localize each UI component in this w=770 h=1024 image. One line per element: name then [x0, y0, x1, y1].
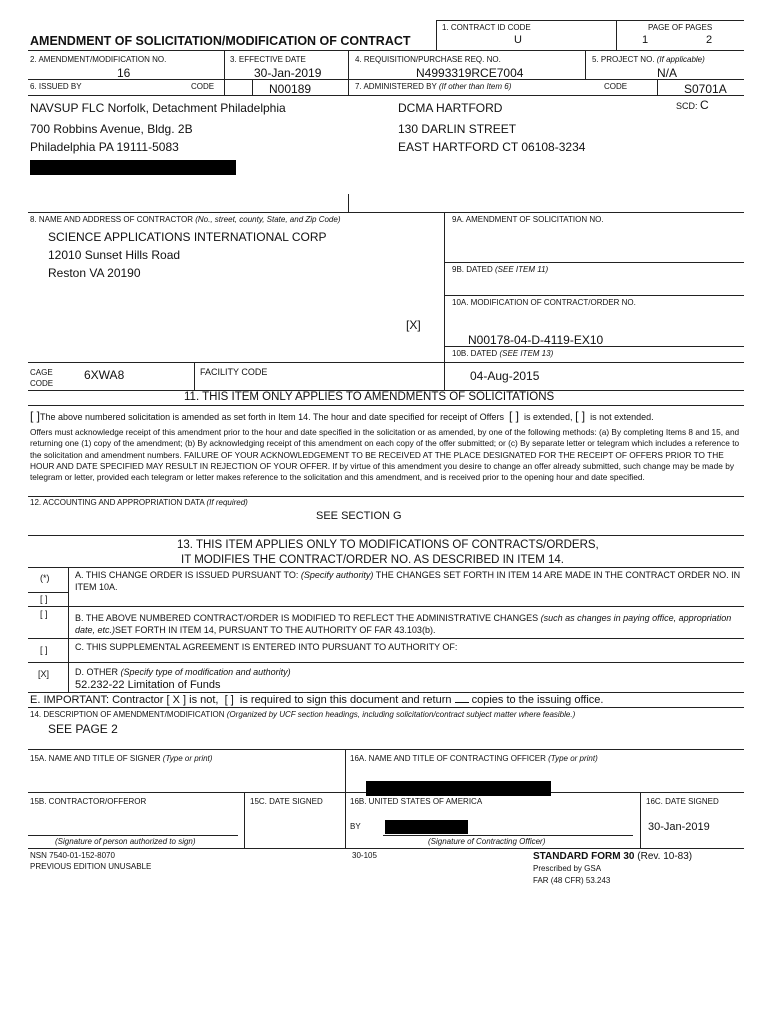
contract-id-label: 1. CONTRACT ID CODE: [442, 23, 531, 32]
rule-19: [28, 848, 744, 849]
item10a-value: N00178-04-D-4119-EX10: [468, 333, 604, 347]
sign15c-label: 15C. DATE SIGNED: [250, 797, 323, 806]
vrule-14: [640, 792, 641, 848]
item10a-label: 10A. MODIFICATION OF CONTRACT/ORDER NO.: [452, 298, 636, 307]
admin-code-label: CODE: [604, 82, 628, 91]
vrule-13: [244, 792, 245, 848]
effdate-label: 3. EFFECTIVE DATE: [230, 55, 306, 64]
issued-code: N00189: [269, 82, 312, 96]
rule-3: [28, 95, 744, 96]
form-title: AMENDMENT OF SOLICITATION/MODIFICATION OF CONTRACT: [30, 34, 411, 48]
sig15-line: [28, 835, 238, 836]
issuer-line1: NAVSUP FLC Norfolk, Detachment Philadelphia: [30, 101, 286, 115]
admin-label: 7. ADMINISTERED BY (If other than Item 6): [355, 82, 512, 91]
cage-value: 6XWA8: [84, 368, 125, 382]
vrule-11: [68, 567, 69, 692]
footer-prescribed: Prescribed by GSA: [533, 864, 602, 873]
cage-label: CAGE CODE: [30, 368, 54, 388]
item13-mark-d: [X]: [38, 669, 50, 679]
rule-13: [28, 638, 744, 639]
contractor-label: 8. NAME AND ADDRESS OF CONTRACTOR (No., street, county, State, and Zip Code): [30, 215, 341, 224]
vrule-8: [348, 194, 349, 212]
item13-c-text: C. THIS SUPPLEMENTAL AGREEMENT IS ENTERED INTO PURSUANT TO AUTHORITY OF:: [75, 642, 458, 652]
item13-mark-star: (*): [40, 573, 50, 583]
redaction-officer-name: [366, 781, 551, 796]
rule-10: [28, 567, 744, 568]
item9b-label: 9B. DATED (SEE ITEM 11): [452, 265, 549, 274]
rule-12: [28, 606, 744, 607]
item11-instructions: Offers must acknowledge receipt of this amendment prior to the hour and date specified in the solicitation or as amended, by one of the following methods: (a) By completing Items 8 and 15, and returning one (1) copy of the amendment; (b) By acknowledging receipt of this amendment on each copy of the offer submitted; or (c) By separate letter or telegram which includes a reference to the solicitation and amendment numbers. FAILURE OF YOUR ACKNOWLEDGEMENT TO BE RECEIVED AT THE PLACE DESIGNATED FOR THE RECEIPT OF OFFERS PRIOR TO THE HOUR AND DATE SPECIFIED MAY RESULT IN REJECTION OF YOUR OFFER. If by virtue of this amendment you desire to change an offer already submitted, such change may be made by telegram or letter, provided each telegram or letter makes reference to the solicitation and this amendment, and is received prior to the opening hour and date specified.: [30, 427, 740, 483]
item14-value: SEE PAGE 2: [48, 722, 118, 736]
sign16b-label: 16B. UNITED STATES OF AMERICA: [350, 797, 483, 806]
rule-16: [28, 707, 744, 708]
vrule-9: [444, 212, 445, 390]
admin-line2: 130 DARLIN STREET: [398, 122, 517, 136]
footer-code: 30-105: [352, 851, 377, 860]
contractor-line2: 12010 Sunset Hills Road: [48, 248, 181, 262]
rule-9a: [444, 262, 744, 263]
footer-sf: STANDARD FORM 30 (Rev. 10-83): [533, 851, 693, 862]
req-label: 4. REQUISITION/PURCHASE REQ. NO.: [355, 55, 501, 64]
rule-14: [28, 662, 744, 663]
sign15b-label: 15B. CONTRACTOR/OFFEROR: [30, 797, 147, 806]
scd-label: SCD: C: [676, 98, 709, 112]
item13-title1: 13. THIS ITEM APPLIES ONLY TO MODIFICATIONS OF CONTRACTS/ORDERS,: [177, 539, 599, 551]
vrule-4: [348, 50, 349, 95]
item14-label: 14. DESCRIPTION OF AMENDMENT/MODIFICATION (Organized by UCF section headings, including solicitation/contract subject matter where feasible.): [30, 710, 576, 719]
footer-far: FAR (48 CFR) 53.243: [533, 876, 611, 885]
contractor-line3: Reston VA 20190: [48, 266, 141, 280]
item13-a-line2: ITEM 10A.: [75, 582, 118, 592]
proj-label: 5. PROJECT NO. (If applicable): [592, 55, 705, 64]
item13-a-line1: A. THIS CHANGE ORDER IS ISSUED PURSUANT TO: (Specify authority) THE CHANGES SET FORTH IN ITEM 14 ARE MADE IN THE CONTRACT ORDER NO. IN: [75, 570, 741, 580]
sig16-line: [383, 835, 633, 836]
contractor-line1: SCIENCE APPLICATIONS INTERNATIONAL CORP: [48, 230, 327, 244]
admin-code: S0701A: [684, 82, 727, 96]
admin-line1: DCMA HARTFORD: [398, 101, 503, 115]
item13-title2: IT MODIFIES THE CONTRACT/ORDER NO. AS DESCRIBED IN ITEM 14.: [181, 554, 564, 566]
amend-value: 16: [117, 66, 131, 80]
vrule-10: [194, 362, 195, 390]
item9a-label: 9A. AMENDMENT OF SOLICITATION NO.: [452, 215, 604, 224]
redaction-signature: [385, 820, 468, 834]
rule-11: [28, 592, 68, 593]
important-line: E. IMPORTANT: Contractor [ X ] is not, [ ] is required to sign this document and return copies to the issuing office.: [30, 694, 604, 706]
item13-d-text: D. OTHER (Specify type of modification and authority): [75, 667, 291, 677]
proj-value: N/A: [657, 66, 678, 80]
pages-value: 2: [706, 34, 713, 46]
sig15-caption: (Signature of person authorized to sign): [55, 837, 196, 846]
item13-mark-c: [ ]: [40, 645, 48, 655]
amend-label: 2. AMENDMENT/MODIFICATION NO.: [30, 55, 167, 64]
item13-d-value: 52.232-22 Limitation of Funds: [75, 679, 221, 691]
item11-title: 11. THIS ITEM ONLY APPLIES TO AMENDMENTS OF SOLICITATIONS: [184, 391, 555, 403]
rule-8: [28, 496, 744, 497]
vrule-5: [585, 50, 586, 79]
rule-top-right: [436, 20, 744, 21]
vrule-3: [224, 50, 225, 95]
item10b-label: 10B. DATED (SEE ITEM 13): [452, 349, 554, 358]
item12-value: SEE SECTION G: [316, 510, 402, 522]
vrule-2: [616, 20, 617, 50]
page-of-pages-label: PAGE OF PAGES: [648, 23, 713, 32]
sign15a-label: 15A. NAME AND TITLE OF SIGNER (Type or print): [30, 754, 213, 763]
rule-17: [28, 749, 744, 750]
rule-9: [28, 535, 744, 536]
footer-nsn: NSN 7540-01-152-8070: [30, 851, 115, 860]
rule-7: [28, 405, 744, 406]
rule-9b: [444, 295, 744, 296]
item11-line1: [ ]The above numbered solicitation is amended as set forth in Item 14. The hour and date specified for receipt of Offers [ ] is extended, [ ] is not extended.: [30, 409, 654, 423]
rule-5: [28, 362, 744, 363]
footer-prev: PREVIOUS EDITION UNUSABLE: [30, 862, 152, 871]
sign16c-label: 16C. DATE SIGNED: [646, 797, 719, 806]
rule-15: [28, 692, 744, 693]
item13-mark-b: [ ]: [40, 609, 48, 619]
item13-b-line2: date, etc.)SET FORTH IN ITEM 14, PURSUANT TO THE AUTHORITY OF FAR 43.103(b).: [75, 625, 436, 635]
redaction-block: [30, 160, 236, 175]
item12-label: 12. ACCOUNTING AND APPROPRIATION DATA (If required): [30, 498, 248, 507]
item13-b-line1: B. THE ABOVE NUMBERED CONTRACT/ORDER IS MODIFIED TO REFLECT THE ADMINISTRATIVE CHANGES (such as changes in paying office, appropriation: [75, 613, 732, 623]
issuer-line3: Philadelphia PA 19111-5083: [30, 140, 179, 154]
effdate-value: 30-Jan-2019: [254, 66, 322, 80]
sign16a-label: 16A. NAME AND TITLE OF CONTRACTING OFFICER (Type or print): [350, 754, 598, 763]
facility-label: FACILITY CODE: [200, 367, 268, 377]
rule-4: [28, 212, 744, 213]
sign16c-value: 30-Jan-2019: [648, 821, 710, 833]
page-value: 1: [642, 34, 649, 46]
sig16-caption: (Signature of Contracting Officer): [428, 837, 546, 846]
by-label: BY: [350, 822, 361, 831]
issued-label: 6. ISSUED BY: [30, 82, 82, 91]
vrule-6: [252, 79, 253, 95]
rule-1: [28, 50, 744, 51]
vrule-7: [657, 79, 658, 95]
issuer-line2: 700 Robbins Avenue, Bldg. 2B: [30, 122, 193, 136]
req-value: N4993319RCE7004: [416, 66, 524, 80]
rule-2: [28, 79, 744, 80]
contract-id-value: U: [514, 34, 522, 46]
item13-mark-a: [ ]: [40, 594, 48, 604]
item10b-value: 04-Aug-2015: [470, 369, 540, 383]
admin-line3: EAST HARTFORD CT 06108-3234: [398, 140, 586, 154]
mod-check-mark: [X]: [406, 318, 421, 332]
issued-code-label: CODE: [191, 82, 215, 91]
vrule-1: [436, 20, 437, 50]
vrule-12: [345, 749, 346, 848]
